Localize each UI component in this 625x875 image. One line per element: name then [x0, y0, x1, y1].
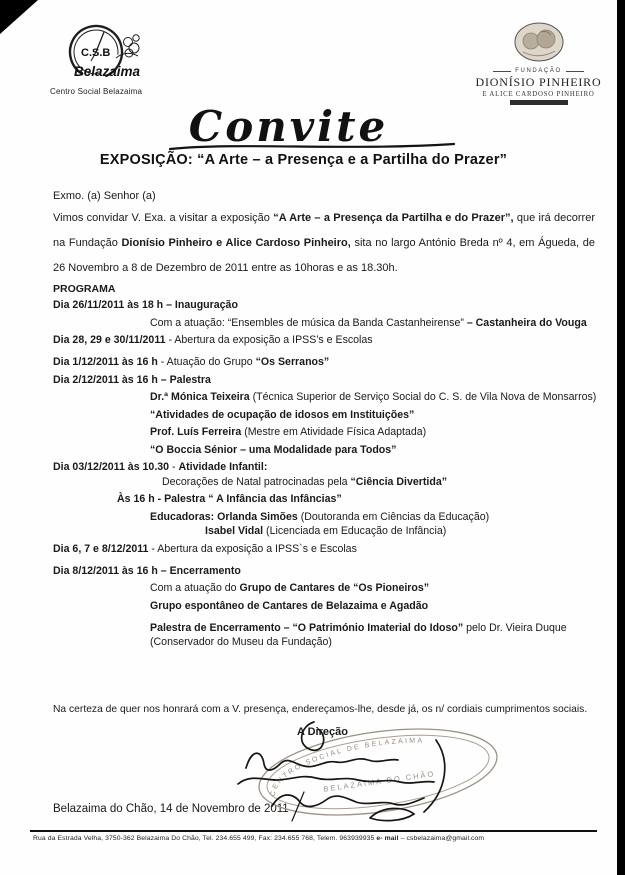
text-segment: Com a atuação do	[150, 582, 240, 594]
text-segment: Dr.ª Mónica Teixeira	[150, 391, 250, 403]
foundation-line1	[460, 68, 617, 74]
text-segment: Decorações de Natal patrocinadas pela	[162, 475, 351, 488]
text-segment: (Doutoranda em Ciências da Educação)	[297, 510, 490, 523]
text-segment: Às 16 h - Palestra “ A Infância das Infâncias”	[117, 493, 342, 505]
program-heading: PROGRAMA	[53, 283, 116, 295]
text-segment: (Técnica Superior de Serviço Social do C. S. de Vila Nova de Monsarros)	[249, 391, 597, 403]
text-segment: Dia 03/12/2011 às 10.30	[53, 461, 170, 473]
text-segment: Palestra de Encerramento – “O Património Imaterial do Idoso”	[150, 621, 464, 634]
scan-edge-artifact	[617, 0, 625, 875]
text-segment: Dia 28, 29 e 30/11/2011	[53, 334, 166, 346]
stamp-top-text: CENTRO SOCIAL DE BELAZAIMA	[269, 737, 425, 797]
text-segment: que irá decorrer na Fundação	[53, 212, 595, 249]
text-segment: Isabel Vidal	[205, 525, 264, 537]
footer-address	[33, 835, 593, 842]
salutation: Exmo. (a) Senhor (a)	[53, 190, 156, 202]
scan-corner-artifact	[0, 0, 38, 34]
text-segment: “A Arte – a Presença da Partilha e do Prazer”,	[273, 212, 514, 224]
text-segment: Grupo de Cantares de “Os Pioneiros”	[239, 582, 430, 594]
csb-logo	[44, 24, 194, 96]
text-segment: Atividade Infantil:	[178, 461, 268, 473]
program-line	[150, 582, 595, 595]
text-segment: Dia 8/12/2011 às 16 h – Encerramento	[53, 564, 241, 577]
program-line	[162, 476, 595, 489]
program-line	[53, 461, 595, 474]
program-line	[53, 334, 595, 347]
text-segment: Dia 2/12/2011 às 16 h – Palestra	[53, 373, 211, 386]
program-line	[150, 444, 595, 457]
closing-line: Na certeza de quer nos honrará com a V. presença, endereçamos-lhe, desde já, os n/ cordiais cumprimentos sociais.	[53, 704, 588, 715]
convite-text: Convite	[188, 102, 389, 151]
dateline: Belazaima do Chão, 14 de Novembro de 2011	[53, 803, 289, 815]
text-segment: - Atuação do Grupo	[157, 356, 256, 368]
text-segment: Educadoras: Orlanda Simões	[150, 510, 298, 523]
foundation-name: DIONÍSIO PINHEIRO	[475, 75, 602, 89]
text-segment: “Os Serranos”	[255, 356, 330, 368]
program-line	[150, 511, 595, 524]
program-line	[53, 374, 595, 387]
text-segment: (Mestre em Atividade Física Adaptada)	[241, 426, 427, 438]
text-segment: Rua da Estrada Velha, 3750-362 Belazaima Do Chão, Tel. 234.655 499, Fax: 234.655 768, Telem. 963939935	[33, 835, 377, 842]
text-segment: Grupo espontâneo de Cantares de Belazaima e Agadão	[150, 599, 429, 612]
csb-subtitle: Centro Social Belazaima	[50, 87, 143, 96]
text-segment: Com a atuação: “Ensembles de música da Banda Castanheirense”	[150, 316, 467, 329]
text-segment: pelo Dr. Vieira Duque	[463, 621, 567, 634]
text-segment: Prof. Luís Ferreira	[150, 426, 242, 438]
program-line	[150, 391, 595, 404]
csb-initials: C.S.B	[81, 47, 111, 59]
foundation-emblem-icon	[513, 22, 565, 62]
footer-rule	[30, 830, 597, 832]
program-line	[150, 622, 595, 635]
foundation-name2: E ALICE CARDOSO PINHEIRO	[482, 91, 595, 98]
stamp-icon	[254, 718, 503, 826]
program-line	[150, 600, 595, 613]
program-line	[150, 426, 595, 439]
text-segment: - Abertura da exposição a IPSS’s e Escolas	[165, 334, 373, 346]
signature-label: A Direção	[297, 726, 348, 738]
text-segment: Dia 26/11/2011 às 18 h – Inauguração	[53, 299, 238, 311]
text-segment: “Ciência Divertida”	[350, 475, 448, 488]
text-segment: Dia 6, 7 e 8/12/2011	[53, 542, 149, 555]
foundation-logo	[460, 22, 617, 105]
text-segment: – Castanheira do Vouga	[466, 316, 587, 329]
stamp-and-signatures-icon	[228, 718, 528, 826]
stamp-middle-text: BELAZAIMA DO CHÃO	[322, 769, 436, 794]
text-segment: Dionísio Pinheiro e Alice Cardoso Pinheiro,	[121, 237, 351, 249]
text-segment: sita no largo António Breda nº 4, em Águeda, de 26 Novembro a 8 de Dezembro de 2011 entre as 10horas e as 18.30h.	[53, 237, 595, 274]
text-segment: – csbelazaima@gmail.com	[400, 835, 485, 842]
csb-name: Belazaima	[74, 64, 141, 79]
text-segment: Vimos convidar V. Exa. a visitar a exposição	[53, 212, 274, 224]
text-segment: (Conservador do Museu da Fundação)	[150, 636, 332, 648]
text-segment: (Licenciada em Educação de Infância)	[263, 525, 447, 537]
text-segment: e- mail	[376, 835, 401, 842]
program-line	[150, 317, 595, 330]
program-line	[53, 543, 595, 556]
csb-logo-icon	[44, 24, 194, 84]
program-line	[53, 356, 595, 369]
program-line	[117, 493, 595, 506]
program-line	[150, 636, 595, 649]
program-line	[53, 299, 595, 312]
foundation-word: FUNDAÇÃO	[515, 68, 562, 74]
text-segment: -	[169, 461, 179, 473]
exhibition-title: EXPOSIÇÃO: “A Arte – a Presença e a Partilha do Prazer”	[99, 152, 508, 168]
text-segment: Dia 1/12/2011 às 16 h	[53, 356, 158, 368]
rule-right	[566, 71, 584, 72]
text-segment: - Abertura da exposição a IPSS`s e Escolas	[148, 542, 357, 555]
program-line	[205, 525, 595, 538]
intro-paragraph	[53, 206, 595, 281]
program-list	[53, 299, 595, 654]
text-segment: “Atividades de ocupação de idosos em Instituições”	[150, 408, 415, 421]
text-segment: “O Boccia Sénior – uma Modalidade para Todos”	[150, 443, 397, 456]
program-line	[150, 409, 595, 422]
rule-left	[493, 71, 511, 72]
program-line	[53, 565, 595, 578]
